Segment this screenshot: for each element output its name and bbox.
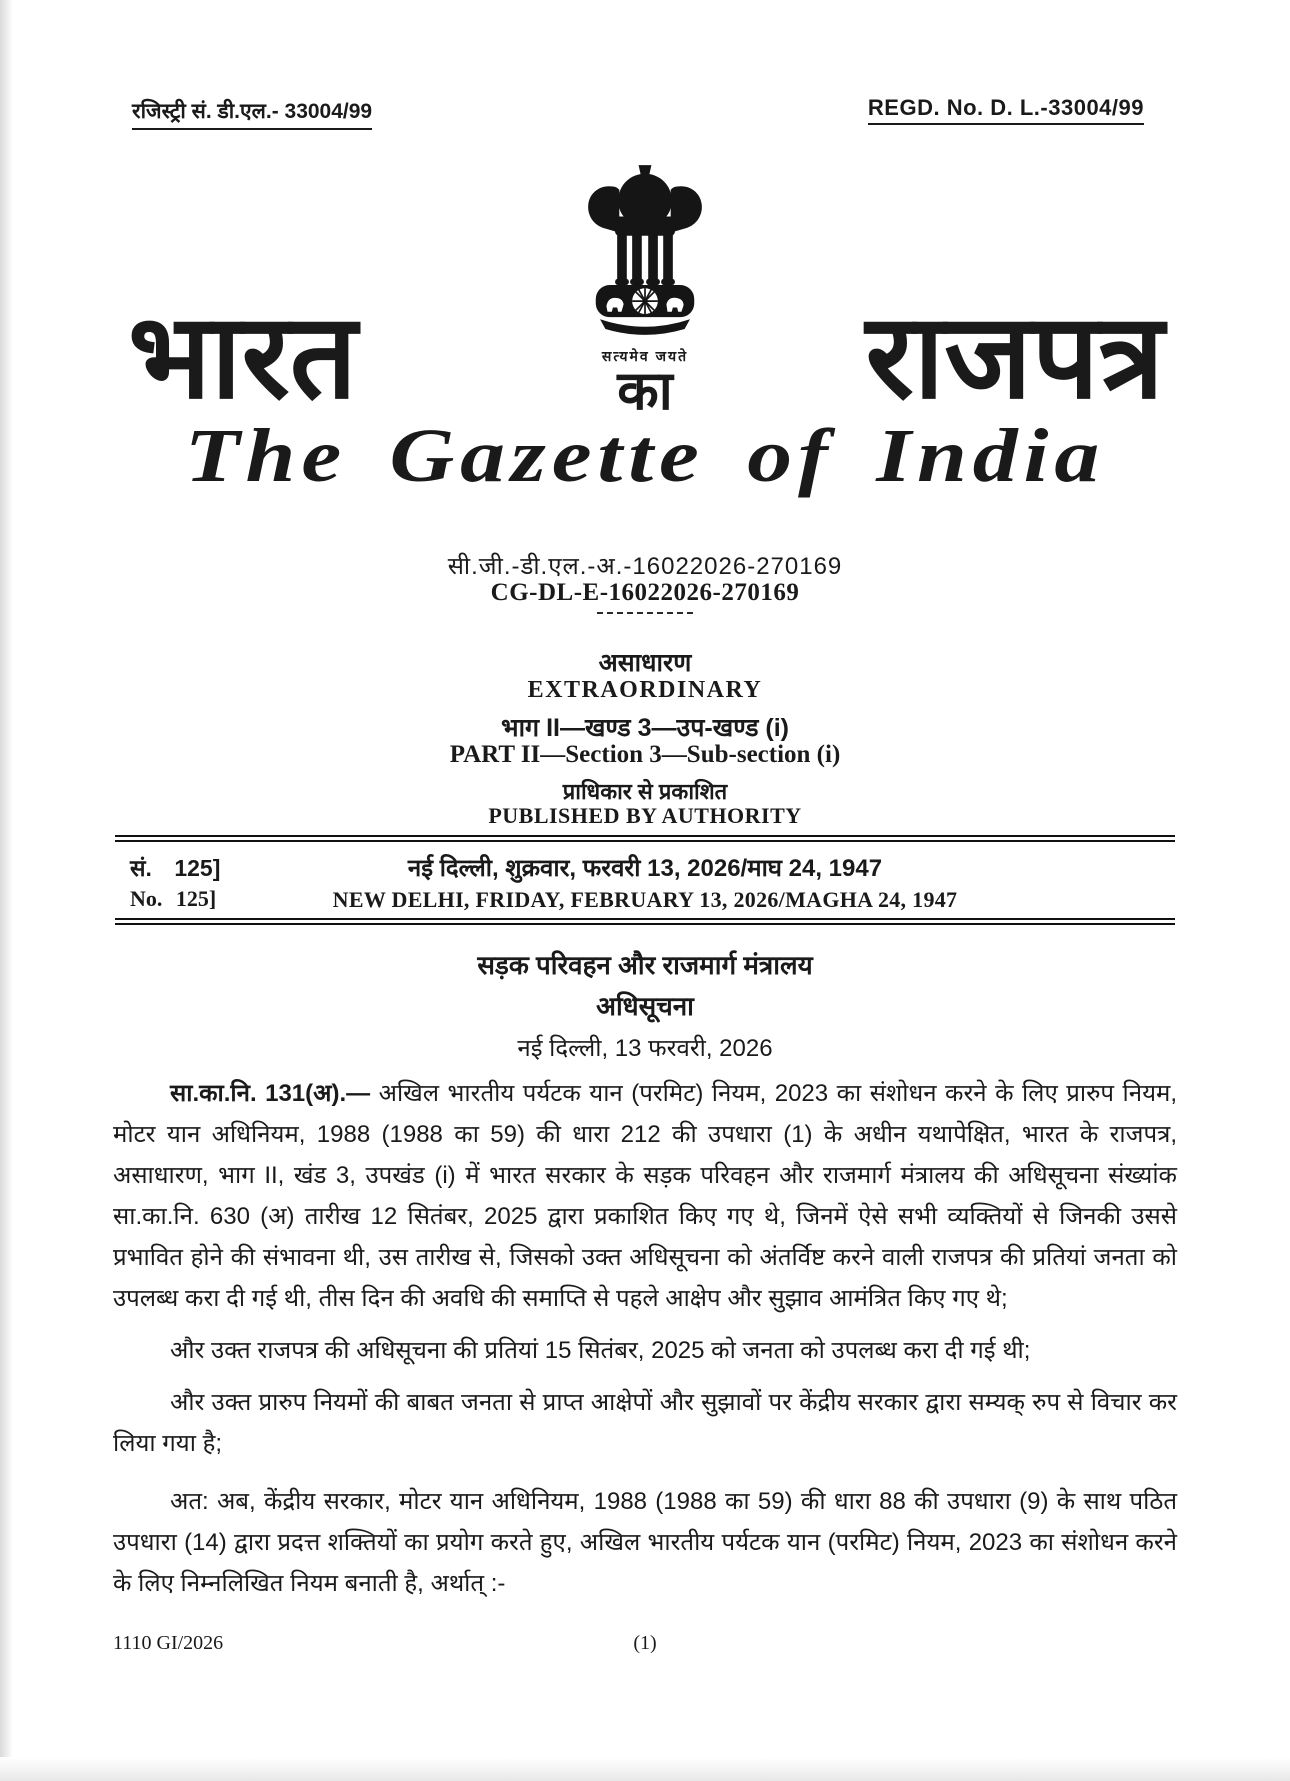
dash-ornament bbox=[597, 612, 693, 614]
issue-date-english: NEW DELHI, FRIDAY, FEBRUARY 13, 2026/MAGHA 24, 1947 bbox=[332, 887, 958, 912]
registration-number-english: REGD. No. D. L.-33004/99 bbox=[868, 95, 1144, 125]
issue-number-english: No. 125] bbox=[130, 886, 217, 911]
national-emblem-icon bbox=[570, 163, 720, 350]
masthead-hindi-left: भारत bbox=[128, 291, 358, 423]
print-code: 1110 GI/2026 bbox=[113, 1632, 224, 1654]
double-rule-top bbox=[115, 835, 1175, 842]
masthead-english-title: The Gazette of India bbox=[184, 414, 1106, 498]
paragraph-3: और उक्त प्रारुप नियमों की बाबत जनता से प्राप्त आक्षेपों और सुझावों पर केंद्रीय सरकार द्वारा सम्यक् रुप से विचार कर लिया गया है; bbox=[113, 1389, 1177, 1457]
ministry-title: सड़क परिवहन और राजमार्ग मंत्रालय bbox=[477, 950, 813, 980]
part-section-hindi: भाग II—खण्ड 3—उप-खण्ड (i) bbox=[501, 714, 789, 742]
notification-body bbox=[113, 1073, 1177, 1604]
issue-number-hindi: सं. 125] bbox=[130, 855, 221, 881]
authority-hindi: प्राधिकार से प्रकाशित bbox=[562, 779, 728, 804]
page-number: (1) bbox=[633, 1632, 657, 1654]
part-section-english: PART II—Section 3—Sub-section (i) bbox=[449, 741, 841, 768]
issue-date-hindi: नई दिल्ली, शुक्रवार, फरवरी 13, 2026/माघ 24, 1947 bbox=[407, 855, 883, 882]
registration-number-hindi: रजिस्ट्री सं. डी.एल.- 33004/99 bbox=[132, 97, 372, 130]
gazette-code-english: CG-DL-E-16022026-270169 bbox=[490, 579, 800, 606]
paragraph-1 bbox=[113, 1073, 1177, 1319]
paragraph-1-text: अखिल भारतीय पर्यटक यान (परमिट) नियम, 2023 का संशोधन करने के लिए प्रारुप नियम, मोटर यान अधिनियम, 1988 (1988 का 59) की धारा 212 की उपधारा (1) के अधीन यथापेक्षित, भारत के राजपत्र, असाधारण, भाग II, खंड 3, उपखंड (i) में भारत सरकार के सड़क परिवहन और राजमार्ग मंत्रालय की अधिसूचना संख्यांक सा.का.नि. 630 (अ) तारीख 12 सितंबर, 2025 द्वारा प्रकाशित किए गए थे, जिनमें ऐसे सभी व्यक्तियों से जिनकी उससे प्रभावित होने की संभावना थी, उस तारीख से, जिसको उक्त अधिसूचना को अंतर्विष्ट करने वाली राजपत्र की प्रतियां जनता को उपलब्ध करा दी गई थी, तीस दिन की अवधि की समाप्ति से पहले आक्षेप और सुझाव आमंत्रित किए गए थे; bbox=[113, 1080, 1178, 1312]
gsr-number: सा.का.नि. 131(अ).— bbox=[170, 1080, 371, 1107]
masthead-hindi-middle: का bbox=[617, 361, 673, 421]
masthead-hindi-right: राजपत्र bbox=[865, 291, 1164, 423]
authority-english: PUBLISHED BY AUTHORITY bbox=[488, 803, 802, 828]
notification-heading: अधिसूचना bbox=[596, 991, 694, 1021]
extraordinary-hindi: असाधारण bbox=[598, 649, 692, 677]
emblem-motto: सत्यमेव जयते bbox=[601, 348, 689, 364]
paragraph-4: अत: अब, केंद्रीय सरकार, मोटर यान अधिनियम, 1988 (1988 का 59) की धारा 88 की उपधारा (9) के साथ पठित उपधारा (14) द्वारा प्रदत्त शक्तियों का प्रयोग करते हुए, अखिल भारतीय पर्यटक यान (परमिट) नियम, 2023 का संशोधन करने के लिए निम्नलिखित नियम बनाती है, अर्थात् :- bbox=[113, 1488, 1177, 1597]
extraordinary-english: EXTRAORDINARY bbox=[527, 677, 763, 703]
gazette-code-hindi: सी.जी.-डी.एल.-अ.-16022026-270169 bbox=[447, 553, 843, 580]
scan-edge-bottom bbox=[0, 1757, 1290, 1781]
place-date-line: नई दिल्ली, 13 फरवरी, 2026 bbox=[517, 1035, 773, 1062]
double-rule-bottom bbox=[115, 918, 1175, 925]
paragraph-2: और उक्त राजपत्र की अधिसूचना की प्रतियां 15 सितंबर, 2025 को जनता को उपलब्ध करा दी गई थी; bbox=[170, 1337, 1031, 1364]
